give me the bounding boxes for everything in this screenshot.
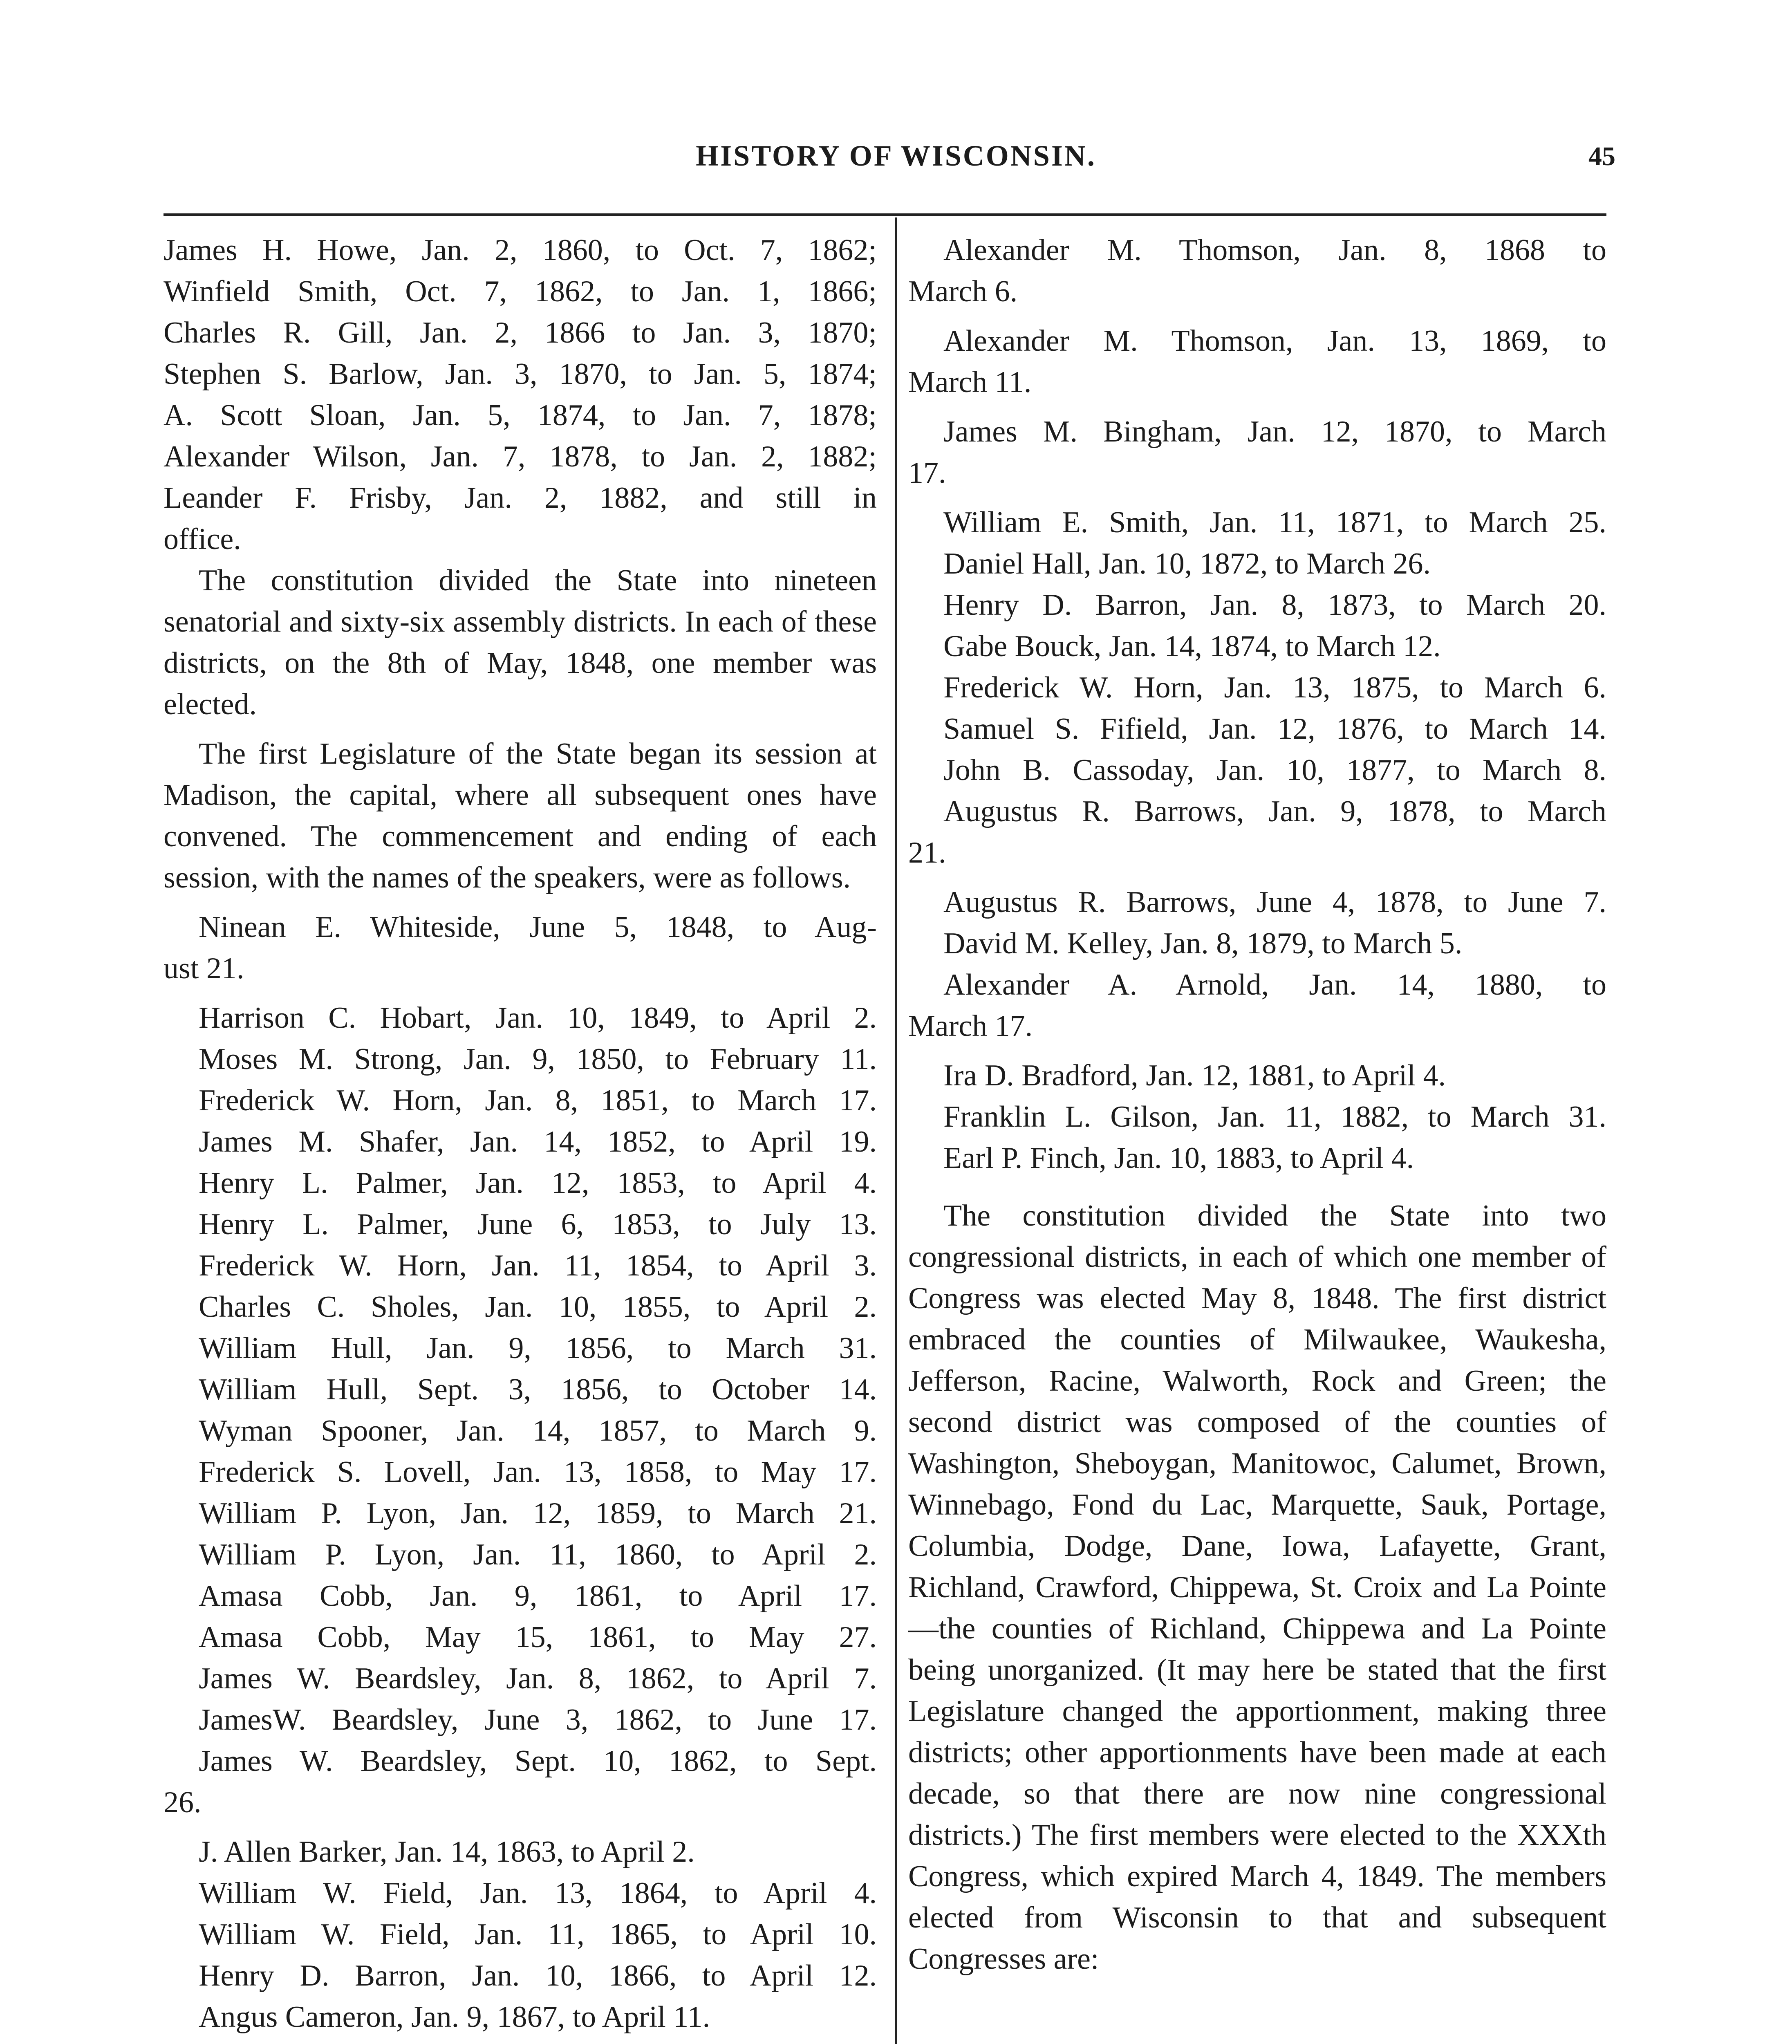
list-item: March 6.	[908, 275, 1018, 308]
list-item: Ninean E. Whiteside, June 5, 1848, to Aug-	[199, 910, 877, 944]
list-item: William E. Smith, Jan. 11, 1871, to March 25.	[943, 506, 1606, 539]
list-item: March 11.	[908, 365, 1032, 399]
page-title: HISTORY OF WISCONSIN.	[696, 139, 1096, 172]
list-item: Alexander M. Thomson, Jan. 8, 1868 to	[943, 233, 1606, 267]
list-item: Augustus R. Barrows, June 4, 1878, to June 7.	[943, 885, 1606, 919]
paragraph-legislature: The first Legislature of the State began its session at Madison, the capital, where all subsequent ones have convened. The commencement and ending of each session, with the names of the speakers, were as follows.	[164, 737, 877, 894]
list-item: William W. Field, Jan. 11, 1865, to April 10.	[199, 1918, 877, 1951]
list-item: 17.	[908, 456, 946, 490]
list-item: Henry L. Palmer, Jan. 12, 1853, to April 4.	[199, 1166, 877, 1200]
list-item: William Hull, Sept. 3, 1856, to October 14.	[199, 1373, 877, 1406]
list-item: Frederick W. Horn, Jan. 13, 1875, to March 6.	[943, 671, 1606, 704]
list-item: Daniel Hall, Jan. 10, 1872, to March 26.	[943, 547, 1431, 580]
list-item: Leander F. Frisby, Jan. 2, 1882, and still in	[164, 481, 877, 515]
list-item: Angus Cameron, Jan. 9, 1867, to April 11.	[199, 2000, 710, 2034]
list-item: A. Scott Sloan, Jan. 5, 1874, to Jan. 7, 1878;	[164, 399, 877, 432]
list-item: William P. Lyon, Jan. 12, 1859, to March 21.	[199, 1497, 877, 1530]
list-item: office.	[164, 522, 241, 556]
header-rule	[164, 213, 1606, 216]
right-column	[908, 230, 1606, 1980]
column-divider	[895, 217, 897, 2044]
list-item: Henry L. Palmer, June 6, 1853, to July 13.	[199, 1208, 877, 1241]
list-item: J. Allen Barker, Jan. 14, 1863, to April 2.	[199, 1835, 695, 1869]
list-item: Frederick S. Lovell, Jan. 13, 1858, to May 17.	[199, 1455, 877, 1489]
list-item: Augustus R. Barrows, Jan. 9, 1878, to March	[943, 795, 1606, 828]
list-item: Amasa Cobb, May 15, 1861, to May 27.	[199, 1620, 877, 1654]
list-item: William P. Lyon, Jan. 11, 1860, to April 2.	[199, 1538, 877, 1571]
list-item: Moses M. Strong, Jan. 9, 1850, to February 11.	[199, 1042, 877, 1076]
list-item: March 17.	[908, 1009, 1033, 1043]
list-item: Alexander Wilson, Jan. 7, 1878, to Jan. 2, 1882;	[164, 440, 877, 473]
list-item: David M. Kelley, Jan. 8, 1879, to March 5.	[943, 927, 1463, 960]
list-item: Charles R. Gill, Jan. 2, 1866 to Jan. 3, 1870;	[164, 316, 877, 350]
list-item: James M. Shafer, Jan. 14, 1852, to April 19.	[199, 1125, 877, 1159]
list-item: Amasa Cobb, Jan. 9, 1861, to April 17.	[199, 1579, 877, 1613]
list-item: Winfield Smith, Oct. 7, 1862, to Jan. 1, 1866;	[164, 275, 877, 308]
list-item: Frederick W. Horn, Jan. 11, 1854, to April 3.	[199, 1249, 877, 1282]
list-item: James W. Beardsley, Sept. 10, 1862, to Sept.	[199, 1744, 877, 1778]
paragraph-congress: The constitution divided the State into two congressional districts, in each of which one member of Congress was elected May 8, 1848. The first district embraced the counties of Milwaukee, Waukesha, Jefferson, Racine, Walworth, Rock and Green; the second district was composed of the counties of Washington, Sheboygan, Manitowoc, Calumet, Brown, Winnebago, Fond du Lac, Marquette, Sauk, Portage, Columbia, Dodge, Dane, Iowa, Lafayette, Grant, Richland, Crawford, Chippewa, St. Croix and La Pointe—the counties of Richland, Chippewa and La Pointe being unorganized. (It may here be stated that the first Legislature changed the apportionment, making three districts; other apportionments have been made at each decade, so that there are now nine congressional districts.) The first members were elected to the XXXth Congress, which expired March 4, 1849. The members elected from Wisconsin to that and subsequent Congresses are:	[908, 1199, 1606, 1976]
list-item: James H. Howe, Jan. 2, 1860, to Oct. 7, 1862;	[164, 233, 877, 267]
list-item: John B. Cassoday, Jan. 10, 1877, to March 8.	[943, 753, 1606, 787]
list-item: 21.	[908, 836, 946, 870]
list-item: 26.	[164, 1786, 202, 1819]
list-item: James M. Bingham, Jan. 12, 1870, to March	[943, 415, 1606, 448]
paragraph-districts: The constitution divided the State into nineteen senatorial and sixty-six assembly districts. In each of these districts, on the 8th of May, 1848, one member was elected.	[164, 564, 877, 721]
list-item: Samuel S. Fifield, Jan. 12, 1876, to March 14.	[943, 712, 1606, 746]
list-item: Franklin L. Gilson, Jan. 11, 1882, to March 31.	[943, 1100, 1606, 1134]
list-item: Alexander A. Arnold, Jan. 14, 1880, to	[943, 968, 1606, 1002]
list-item: Harrison C. Hobart, Jan. 10, 1849, to April 2.	[199, 1001, 877, 1035]
list-item: Wyman Spooner, Jan. 14, 1857, to March 9.	[199, 1414, 877, 1448]
list-item: JamesW. Beardsley, June 3, 1862, to June 17.	[199, 1703, 877, 1737]
list-item: Frederick W. Horn, Jan. 8, 1851, to March 17.	[199, 1084, 877, 1117]
list-item: Stephen S. Barlow, Jan. 3, 1870, to Jan. 5, 1874;	[164, 357, 877, 391]
list-item: Earl P. Finch, Jan. 10, 1883, to April 4.	[943, 1141, 1414, 1175]
list-item: Gabe Bouck, Jan. 14, 1874, to March 12.	[943, 630, 1441, 663]
list-item: William W. Field, Jan. 13, 1864, to April 4.	[199, 1876, 877, 1910]
list-item: Ira D. Bradford, Jan. 12, 1881, to April 4.	[943, 1059, 1446, 1092]
list-item: Alexander M. Thomson, Jan. 13, 1869, to	[943, 324, 1606, 358]
list-item: ust 21.	[164, 952, 244, 985]
list-item: Henry D. Barron, Jan. 10, 1866, to April 12.	[199, 1959, 877, 1992]
page-number: 45	[1588, 141, 1615, 171]
list-item: Charles C. Sholes, Jan. 10, 1855, to April 2.	[199, 1290, 877, 1324]
left-column	[164, 230, 877, 2038]
list-item: William Hull, Jan. 9, 1856, to March 31.	[199, 1331, 877, 1365]
list-item: James W. Beardsley, Jan. 8, 1862, to April 7.	[199, 1662, 877, 1695]
list-item: Henry D. Barron, Jan. 8, 1873, to March 20.	[943, 588, 1606, 622]
